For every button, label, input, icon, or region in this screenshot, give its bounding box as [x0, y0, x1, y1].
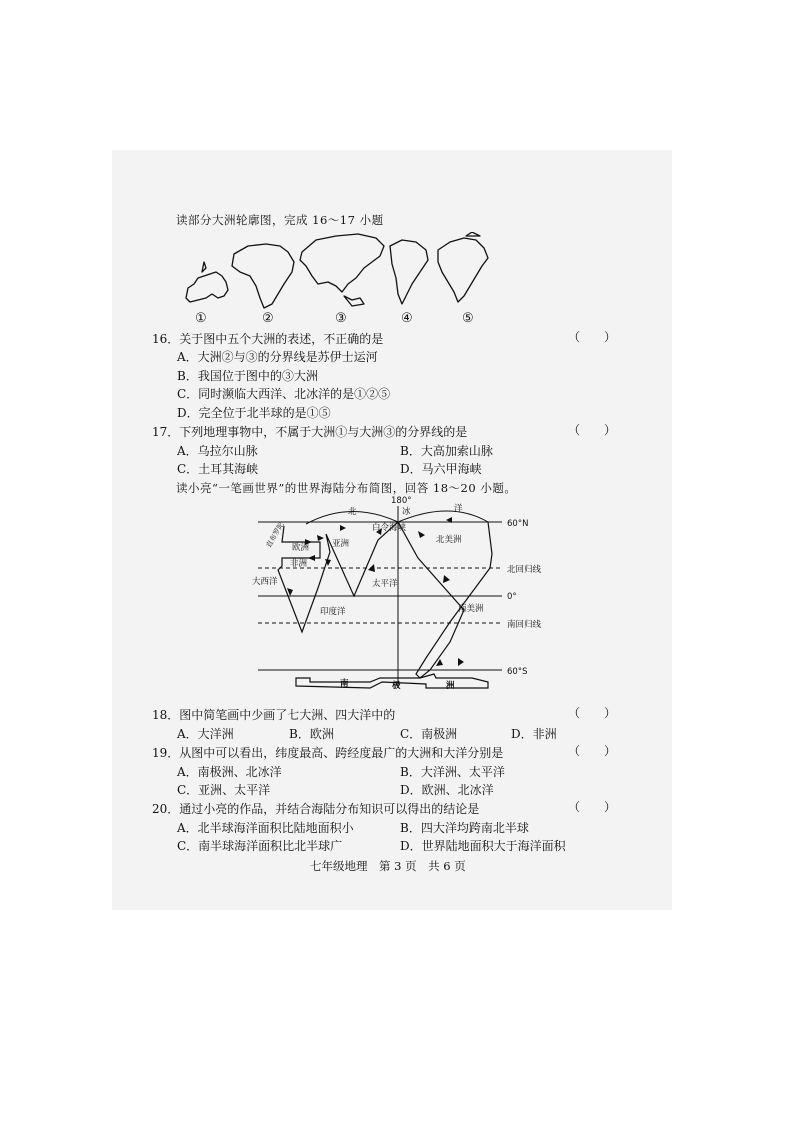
label-yang: 洋 — [454, 504, 463, 514]
label-bering: 白令海峡 — [372, 523, 407, 533]
label-atlantic: 大西洋 — [252, 577, 278, 587]
q17-option-b[interactable]: B．大高加索山脉 — [400, 444, 493, 458]
label-180: 180° — [391, 496, 412, 506]
label-zhou: 洲 — [446, 681, 455, 691]
page-footer: 七年级地理 第 3 页 共 6 页 — [310, 859, 466, 873]
q20-option-a[interactable]: A．北半球海洋面积比陆地面积小 — [177, 821, 354, 835]
q19-option-d[interactable]: D．欧洲、北冰洋 — [400, 783, 494, 797]
intro-18-20: 读小亮“一笔画世界”的世界海陆分布简图，回答 18～20 小题。 — [176, 481, 517, 495]
q20-option-d[interactable]: D．世界陆地面积大于海洋面积 — [400, 839, 566, 853]
south-america-outline — [390, 240, 428, 304]
q17-option-c[interactable]: C．土耳其海峡 — [177, 462, 259, 476]
q18-option-c[interactable]: C．南极洲 — [400, 727, 458, 741]
label-tropic-south: 南回归线 — [507, 620, 542, 630]
label-tropic-north: 北回归线 — [507, 565, 542, 575]
label-equator: 0° — [507, 592, 517, 602]
q16-option-d[interactable]: D．完全位于北半球的是①⑤ — [177, 406, 331, 420]
q16-option-b[interactable]: B．我国位于图中的③大洲 — [177, 369, 318, 383]
q20-option-c[interactable]: C．南半球海洋面积比北半球广 — [177, 839, 343, 853]
q16-option-a[interactable]: A．大洲②与③的分界线是苏伊士运河 — [177, 350, 378, 364]
map-label-4: ④ — [401, 311, 413, 326]
label-europe: 欧洲 — [292, 543, 310, 553]
q20-option-b[interactable]: B．四大洋均跨南北半球 — [400, 821, 529, 835]
one-stroke-world-diagram — [250, 492, 550, 700]
label-indian: 印度洋 — [320, 607, 346, 617]
north-america-outline — [438, 238, 488, 302]
q16-option-c[interactable]: C．同时濒临大西洋、北冰洋的是①②⑤ — [177, 387, 391, 401]
label-nan: 南 — [340, 679, 349, 689]
q18-answer-blank[interactable]: （ ） — [568, 706, 617, 720]
q18-stem: 18．图中简笔画中少画了七大洲、四大洋中的 — [152, 708, 396, 722]
map-label-1: ① — [195, 311, 207, 326]
label-60n: 60°N — [507, 519, 529, 529]
q17-option-d[interactable]: D．马六甲海峡 — [400, 462, 482, 476]
label-bei: 北 — [348, 507, 357, 517]
q18-option-b[interactable]: B．欧洲 — [289, 727, 334, 741]
label-asia: 亚洲 — [332, 539, 350, 549]
map-label-3: ③ — [335, 311, 347, 326]
q16-answer-blank[interactable]: （ ） — [568, 330, 617, 344]
label-pacific: 太平洋 — [372, 579, 398, 589]
label-north-america: 北美洲 — [436, 535, 462, 545]
q17-option-a[interactable]: A．乌拉尔山脉 — [177, 444, 258, 458]
africa-outline — [232, 244, 294, 308]
q17-stem: 17．下列地理事物中，不属于大洲①与大洲③的分界线的是 — [152, 425, 468, 439]
q20-stem: 20．通过小亮的作品，并结合海陆分布知识可以得出的结论是 — [152, 802, 480, 816]
q19-answer-blank[interactable]: （ ） — [568, 744, 617, 758]
q19-option-b[interactable]: B．大洋洲、太平洋 — [400, 765, 505, 779]
europe-outline — [186, 272, 228, 302]
label-africa: 非洲 — [290, 559, 308, 569]
asia-outline — [300, 234, 384, 292]
label-south-america: 南美洲 — [458, 604, 484, 614]
label-60s: 60°S — [507, 667, 528, 677]
map-label-5: ⑤ — [462, 311, 474, 326]
q20-answer-blank[interactable]: （ ） — [568, 800, 617, 814]
q18-option-d[interactable]: D．非洲 — [511, 727, 557, 741]
q19-option-a[interactable]: A．南极洲、北冰洋 — [177, 765, 282, 779]
label-bing: 冰 — [402, 507, 411, 517]
q19-option-c[interactable]: C．亚洲、太平洋 — [177, 783, 271, 797]
intro-16-17: 读部分大洲轮廓图，完成 16～17 小题 — [176, 213, 384, 227]
q16-stem: 16．关于图中五个大洲的表述，不正确的是 — [152, 332, 384, 346]
q17-answer-blank[interactable]: （ ） — [568, 423, 617, 437]
label-gibraltar: 直布罗陀 — [264, 520, 286, 549]
q19-stem: 19．从图中可以看出，纬度最高、跨经度最广的大洲和大洋分别是 — [152, 746, 504, 760]
label-ji: 极 — [392, 681, 401, 691]
continent-outline-map — [176, 232, 506, 312]
q18-option-a[interactable]: A．大洋洲 — [177, 727, 234, 741]
map-label-2: ② — [262, 311, 274, 326]
